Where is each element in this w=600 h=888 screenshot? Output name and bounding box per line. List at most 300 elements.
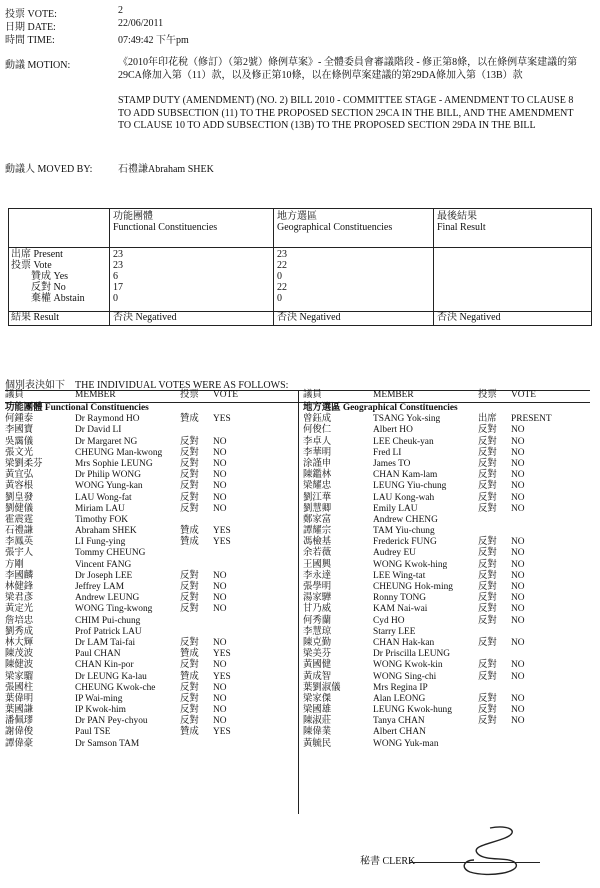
vote-zh: 反對: [478, 503, 497, 514]
member-name-en: WONG Kwok-kin: [373, 660, 443, 671]
gc-member-row: [303, 425, 590, 436]
vote-en: NO: [511, 637, 525, 648]
member-name-en: Jeffrey LAM: [75, 582, 125, 592]
member-name-en: Vincent FANG: [75, 559, 132, 570]
member-name-en: WONG Yuk-man: [373, 738, 439, 749]
fc-section-title: 功能團體 Functional Constituencies: [5, 403, 149, 413]
member-name-zh: 梁家騮: [5, 671, 34, 682]
gc-member-row: [303, 582, 590, 593]
gc-member-row: [303, 660, 590, 671]
member-name-zh: 余若薇: [303, 548, 332, 559]
member-name-zh: 陳克勤: [303, 637, 332, 648]
member-name-zh: 劉秀成: [5, 626, 34, 637]
fc-heading-en: Functional Constituencies: [113, 222, 218, 233]
vote-en: NO: [213, 682, 227, 693]
vote-en: NO: [511, 660, 525, 671]
member-name-zh: 黃毓民: [303, 738, 332, 749]
gc-member-row: [303, 470, 590, 481]
vote-zh: 反對: [478, 693, 497, 704]
member-name-zh: 黃成智: [303, 671, 332, 682]
vote-en: NO: [213, 436, 227, 447]
vote-en: NO: [511, 705, 525, 716]
fc-member-row: [5, 560, 295, 571]
member-name-zh: 劉健儀: [5, 503, 34, 514]
vote-zh: 反對: [478, 470, 497, 481]
col-vote-en: VOTE: [213, 390, 238, 400]
fc-member-row: [5, 481, 295, 492]
member-name-zh: 陳茂波: [5, 649, 34, 660]
member-name-zh: 陳偉業: [303, 727, 332, 738]
gc-result: 否決 Negatived: [277, 312, 341, 323]
date-value: 22/06/2011: [118, 18, 164, 29]
vote-en: NO: [213, 716, 227, 727]
member-name-zh: 梁劉柔芬: [5, 458, 43, 469]
member-name-en: Tanya CHAN: [373, 716, 425, 727]
motion-text-chinese: 《2010年印花稅（修訂）（第2號）條例草案》- 全體委員會審議階段 - 修正第8條，以在條例草案建議的第29CA條加入第（11）款，以及修正第10條，以在條例草案建議的第29DA條加入第（13B）款: [118, 57, 578, 81]
member-name-zh: 甘乃威: [303, 604, 332, 615]
member-name-en: LEE Wing-tat: [373, 570, 426, 581]
fc-member-row: [5, 470, 295, 481]
vote-en: NO: [213, 503, 227, 514]
gc-member-row: [303, 493, 590, 504]
vote-zh: 反對: [478, 458, 497, 469]
vote-en: NO: [511, 593, 525, 604]
member-name-zh: 劉慧卿: [303, 503, 332, 514]
vote-en: YES: [213, 526, 231, 537]
col-member-zh: 議員: [5, 390, 24, 400]
row-label-present: 出席 Present: [11, 249, 63, 260]
member-name-zh: 吳靄儀: [5, 436, 34, 447]
vote-en: NO: [213, 470, 227, 481]
gc-member-row: [303, 672, 590, 683]
vote-zh: 反對: [180, 436, 199, 447]
vote-zh: 反對: [478, 548, 497, 559]
vote-en: YES: [213, 671, 231, 682]
member-name-en: LEUNG Yiu-chung: [373, 481, 447, 492]
vote-en: NO: [511, 615, 525, 626]
member-name-en: LAU Wong-fat: [75, 492, 132, 503]
fc-votes-column: [5, 390, 295, 750]
member-name-en: Dr PAN Pey-chyou: [75, 716, 148, 727]
gc-member-row: [303, 716, 590, 727]
gc-member-row: [303, 638, 590, 649]
fc-member-row: [5, 638, 295, 649]
member-name-en: CHIM Pui-chung: [75, 615, 141, 626]
member-name-en: Dr Samson TAM: [75, 738, 140, 749]
gc-no: 22: [277, 282, 287, 293]
member-name-zh: 陳淑莊: [303, 716, 332, 727]
member-name-en: James TO: [373, 458, 411, 469]
fc-member-row: [5, 459, 295, 470]
member-name-zh: 陳健波: [5, 660, 34, 671]
fc-member-row: [5, 593, 295, 604]
member-name-en: KAM Nai-wai: [373, 604, 428, 615]
fc-member-row: [5, 515, 295, 526]
member-name-zh: 陳鑑林: [303, 470, 332, 481]
fc-member-row: [5, 705, 295, 716]
member-name-en: Dr LEUNG Ka-lau: [75, 671, 147, 682]
member-name-zh: 張宇人: [5, 548, 34, 559]
vote-zh: 贊成: [180, 414, 199, 425]
member-name-en: Timothy FOK: [75, 514, 129, 525]
vote-zh: 反對: [478, 660, 497, 671]
member-name-en: LI Fung-ying: [75, 537, 126, 548]
fc-member-row: [5, 694, 295, 705]
gc-member-row: [303, 526, 590, 537]
gc-member-row: [303, 560, 590, 571]
member-name-zh: 李慧琼: [303, 626, 332, 637]
member-name-zh: 霍震霆: [5, 514, 34, 525]
vote-zh: 反對: [180, 604, 199, 615]
member-name-zh: 李國麟: [5, 570, 34, 581]
gc-member-row: [303, 537, 590, 548]
gc-member-row: [303, 694, 590, 705]
member-name-zh: 劉江華: [303, 492, 332, 503]
member-name-zh: 何秀蘭: [303, 615, 332, 626]
member-name-en: CHAN Kin-por: [75, 660, 134, 671]
member-name-en: CHEUNG Hok-ming: [373, 582, 453, 592]
gc-member-row: [303, 604, 590, 615]
fc-member-row: [5, 414, 295, 425]
member-name-zh: 梁君彥: [5, 593, 34, 604]
member-name-en: Miriam LAU: [75, 503, 125, 514]
member-name-zh: 湯家驊: [303, 593, 332, 604]
vote-zh: 反對: [478, 716, 497, 727]
date-label: 日期 DATE:: [5, 22, 56, 33]
member-name-en: Prof Patrick LAU: [75, 626, 142, 637]
member-name-zh: 譚耀宗: [303, 526, 332, 537]
vote-en: NO: [213, 593, 227, 604]
member-name-en: Emily LAU: [373, 503, 418, 514]
clerk-label: 秘書 CLERK: [360, 856, 416, 867]
col-vote-en: VOTE: [511, 390, 536, 400]
vote-en: NO: [511, 492, 525, 503]
member-name-en: Fred LI: [373, 447, 402, 458]
vote-zh: 出席: [478, 414, 497, 425]
member-name-en: Paul TSE: [75, 727, 111, 738]
vote-zh: 反對: [180, 716, 199, 727]
vote-en: NO: [511, 693, 525, 704]
vote-zh: 反對: [478, 537, 497, 548]
member-name-zh: 李華明: [303, 447, 332, 458]
member-name-en: WONG Ting-kwong: [75, 604, 153, 615]
member-name-en: Dr Joseph LEE: [75, 570, 133, 581]
member-name-zh: 李鳳英: [5, 537, 34, 548]
vote-en: NO: [511, 481, 525, 492]
vote-zh: 反對: [478, 570, 497, 581]
vote-en: NO: [213, 582, 227, 592]
fc-member-row: [5, 627, 295, 638]
member-name-zh: 方剛: [5, 559, 24, 570]
vote-zh: 反對: [478, 593, 497, 604]
vote-zh: 反對: [180, 593, 199, 604]
vote-zh: 反對: [180, 458, 199, 469]
fc-member-row: [5, 604, 295, 615]
vote-zh: 反對: [478, 637, 497, 648]
member-name-zh: 王國興: [303, 559, 332, 570]
vote-zh: 反對: [180, 492, 199, 503]
member-name-en: IP Wai-ming: [75, 693, 123, 704]
gc-heading-zh: 地方選區: [277, 211, 317, 222]
member-name-en: CHAN Hak-kan: [373, 637, 435, 648]
member-name-zh: 葉偉明: [5, 693, 34, 704]
member-name-zh: 葉劉淑儀: [303, 682, 341, 693]
member-name-zh: 林大輝: [5, 637, 34, 648]
gc-heading-en: Geographical Constituencies: [277, 222, 393, 233]
vote-en: NO: [213, 458, 227, 469]
member-name-en: Paul CHAN: [75, 649, 121, 660]
vote-en: YES: [213, 727, 231, 738]
member-name-en: Dr LAM Tai-fai: [75, 637, 136, 648]
row-label-result: 結果 Result: [11, 312, 60, 323]
vote-en: NO: [511, 548, 525, 559]
gc-yes: 0: [277, 271, 282, 282]
vote-zh: 反對: [478, 559, 497, 570]
fc-member-row: [5, 582, 295, 593]
fc-yes: 6: [113, 271, 118, 282]
member-name-en: Dr Philip WONG: [75, 470, 141, 481]
vote-en: NO: [213, 637, 227, 648]
member-name-zh: 黃國健: [303, 660, 332, 671]
vote-en: NO: [213, 447, 227, 458]
member-name-en: Andrew LEUNG: [75, 593, 140, 604]
col-vote-zh: 投票: [180, 390, 199, 400]
gc-member-row: [303, 683, 590, 694]
member-name-zh: 黃定光: [5, 604, 34, 615]
col-member-zh: 議員: [303, 390, 322, 400]
vote-zh: 反對: [180, 660, 199, 671]
row-label-abstain: 棄權 Abstain: [31, 293, 85, 304]
vote-zh: 反對: [180, 570, 199, 581]
member-name-en: Starry LEE: [373, 626, 416, 637]
vote-en: NO: [511, 503, 525, 514]
vote-zh: 反對: [478, 582, 497, 592]
vote-zh: 贊成: [180, 526, 199, 537]
vote-zh: 贊成: [180, 649, 199, 660]
member-name-en: Frederick FUNG: [373, 537, 437, 548]
fc-member-row: [5, 437, 295, 448]
gc-member-row: [303, 649, 590, 660]
vote-en: NO: [511, 559, 525, 570]
vote-number-label: 投票 VOTE:: [5, 9, 57, 20]
member-name-zh: 涂謹申: [303, 458, 332, 469]
clerk-signature-line: [410, 862, 540, 863]
gc-member-row: [303, 414, 590, 425]
vote-en: NO: [511, 447, 525, 458]
individual-votes-intro: 個別表決如下 THE INDIVIDUAL VOTES WERE AS FOLLOWS:: [5, 380, 289, 391]
member-name-en: Dr Priscilla LEUNG: [373, 649, 451, 660]
gc-section-title: 地方選區 Geographical Constituencies: [303, 403, 458, 413]
col-vote-zh: 投票: [478, 390, 497, 400]
final-result: 否決 Negatived: [437, 312, 501, 323]
fc-no: 17: [113, 282, 123, 293]
vote-zh: 反對: [478, 671, 497, 682]
vote-zh: 反對: [180, 582, 199, 592]
vote-en: YES: [213, 649, 231, 660]
member-name-zh: 曾鈺成: [303, 414, 332, 425]
results-table: [8, 208, 592, 326]
gc-abstain: 0: [277, 293, 282, 304]
gc-member-row: [303, 705, 590, 716]
member-name-en: TAM Yiu-chung: [373, 526, 435, 537]
member-name-en: IP Kwok-him: [75, 705, 126, 716]
vote-en: NO: [213, 604, 227, 615]
fc-member-row: [5, 537, 295, 548]
motion-text-english: STAMP DUTY (AMENDMENT) (NO. 2) BILL 2010 - COMMITTEE STAGE - AMENDMENT TO CLAUSE 8 TO ADD SUBSECTION (11) TO THE PROPOSED SECTION 29CA IN THE BILL, AND THE AMENDMENT TO CLAUSE 10 TO ADD SUBSECTION (13B) TO THE PROPOSED SECTION 29DA IN THE BILL: [118, 95, 574, 131]
member-name-zh: 梁家傑: [303, 693, 332, 704]
member-name-zh: 劉皇發: [5, 492, 34, 503]
member-name-en: Albert CHAN: [373, 727, 426, 738]
member-name-zh: 石禮謙: [5, 526, 34, 537]
member-name-zh: 張國柱: [5, 682, 34, 693]
vote-zh: 反對: [180, 470, 199, 481]
member-name-zh: 李國寶: [5, 425, 34, 436]
fc-member-row: [5, 526, 295, 537]
vote-zh: 贊成: [180, 537, 199, 548]
vote-en: NO: [511, 582, 525, 592]
gc-member-row: [303, 504, 590, 515]
vote-en: NO: [213, 492, 227, 503]
vote-en: YES: [213, 537, 231, 548]
vote-en: NO: [213, 570, 227, 581]
member-name-zh: 梁美芬: [303, 649, 332, 660]
vote-zh: 反對: [478, 425, 497, 436]
vote-zh: 反對: [180, 481, 199, 492]
final-heading-zh: 最後結果: [437, 211, 477, 222]
member-name-en: CHEUNG Man-kwong: [75, 447, 163, 458]
member-name-zh: 張學明: [303, 582, 332, 592]
fc-heading-zh: 功能團體: [113, 211, 153, 222]
vote-zh: 反對: [478, 447, 497, 458]
member-name-en: LAU Kong-wah: [373, 492, 435, 503]
time-value: 07:49:42 下午pm: [118, 35, 189, 46]
member-name-zh: 詹培忠: [5, 615, 34, 626]
vote-en: NO: [511, 537, 525, 548]
vote-zh: 反對: [180, 447, 199, 458]
vote-en: NO: [511, 436, 525, 447]
member-name-en: Abraham SHEK: [75, 526, 137, 537]
member-name-en: Mrs Regina IP: [373, 682, 428, 693]
fc-abstain: 0: [113, 293, 118, 304]
fc-member-row: [5, 660, 295, 671]
vote-en: NO: [511, 425, 525, 436]
moved-by-name: 石禮謙Abraham SHEK: [118, 164, 214, 175]
fc-vote: 23: [113, 260, 123, 271]
member-name-zh: 張文光: [5, 447, 34, 458]
vote-en: PRESENT: [511, 414, 552, 425]
vote-zh: 贊成: [180, 671, 199, 682]
vote-zh: 反對: [180, 682, 199, 693]
fc-present: 23: [113, 249, 123, 260]
member-name-en: Ronny TONG: [373, 593, 427, 604]
member-name-zh: 何鍾泰: [5, 414, 34, 425]
vote-zh: 贊成: [180, 727, 199, 738]
member-name-zh: 馮檢基: [303, 537, 332, 548]
gc-member-row: [303, 481, 590, 492]
moved-by-label: 動議人 MOVED BY:: [5, 164, 93, 175]
motion-label: 動議 MOTION:: [5, 60, 71, 71]
vote-en: NO: [511, 671, 525, 682]
gc-votes-column: [303, 390, 590, 750]
member-name-en: Audrey EU: [373, 548, 416, 559]
gc-member-row: [303, 571, 590, 582]
vote-zh: 反對: [478, 492, 497, 503]
vote-en: NO: [511, 458, 525, 469]
vote-zh: 反對: [180, 503, 199, 514]
vote-zh: 反對: [180, 693, 199, 704]
vote-en: NO: [213, 693, 227, 704]
vote-number: 2: [118, 5, 123, 16]
row-label-vote: 投票 Vote: [11, 260, 52, 271]
vote-en: YES: [213, 414, 231, 425]
member-name-zh: 何俊仁: [303, 425, 332, 436]
member-name-en: Cyd HO: [373, 615, 405, 626]
member-name-zh: 謝偉俊: [5, 727, 34, 738]
member-name-zh: 葉國謙: [5, 705, 34, 716]
member-name-en: WONG Yung-kan: [75, 481, 143, 492]
member-name-en: Albert HO: [373, 425, 413, 436]
time-label: 時間 TIME:: [5, 35, 55, 46]
gc-member-row: [303, 448, 590, 459]
member-name-en: LEUNG Kwok-hung: [373, 705, 452, 716]
vote-zh: 反對: [478, 436, 497, 447]
gc-member-row: [303, 627, 590, 638]
member-name-en: Andrew CHENG: [373, 514, 438, 525]
member-name-zh: 林健鋒: [5, 582, 34, 592]
gc-member-row: [303, 548, 590, 559]
vote-zh: 反對: [478, 604, 497, 615]
member-name-en: WONG Kwok-hing: [373, 559, 448, 570]
vote-en: NO: [213, 660, 227, 671]
vote-en: NO: [511, 716, 525, 727]
fc-member-row: [5, 504, 295, 515]
row-label-no: 反對 No: [31, 282, 66, 293]
vote-zh: 反對: [478, 705, 497, 716]
vote-en: NO: [511, 570, 525, 581]
vote-en: NO: [213, 481, 227, 492]
member-name-en: CHAN Kam-lam: [373, 470, 438, 481]
individual-votes-table: [5, 390, 590, 814]
member-name-en: Dr David LI: [75, 425, 122, 436]
col-member-en: MEMBER: [373, 390, 414, 400]
member-name-zh: 黃宜弘: [5, 470, 34, 481]
member-name-zh: 潘佩璆: [5, 716, 34, 727]
member-name-zh: 黃容根: [5, 481, 34, 492]
member-name-en: TSANG Yok-sing: [373, 414, 441, 425]
fc-member-row: [5, 448, 295, 459]
vote-en: NO: [511, 470, 525, 481]
vote-zh: 反對: [478, 615, 497, 626]
member-name-en: Dr Raymond HO: [75, 414, 140, 425]
member-name-zh: 李永達: [303, 570, 332, 581]
gc-member-row: [303, 739, 590, 750]
member-name-en: Alan LEONG: [373, 693, 426, 704]
final-heading-en: Final Result: [437, 222, 486, 233]
member-name-en: WONG Sing-chi: [373, 671, 437, 682]
member-name-zh: 李卓人: [303, 436, 332, 447]
fc-member-row: [5, 548, 295, 559]
fc-member-row: [5, 727, 295, 738]
member-name-zh: 譚偉豪: [5, 738, 34, 749]
fc-member-row: [5, 425, 295, 436]
gc-member-row: [303, 593, 590, 604]
gc-member-row: [303, 727, 590, 738]
gc-present: 23: [277, 249, 287, 260]
vote-en: NO: [511, 604, 525, 615]
vote-zh: 反對: [478, 481, 497, 492]
member-name-zh: 鄭家富: [303, 514, 332, 525]
gc-vote: 22: [277, 260, 287, 271]
